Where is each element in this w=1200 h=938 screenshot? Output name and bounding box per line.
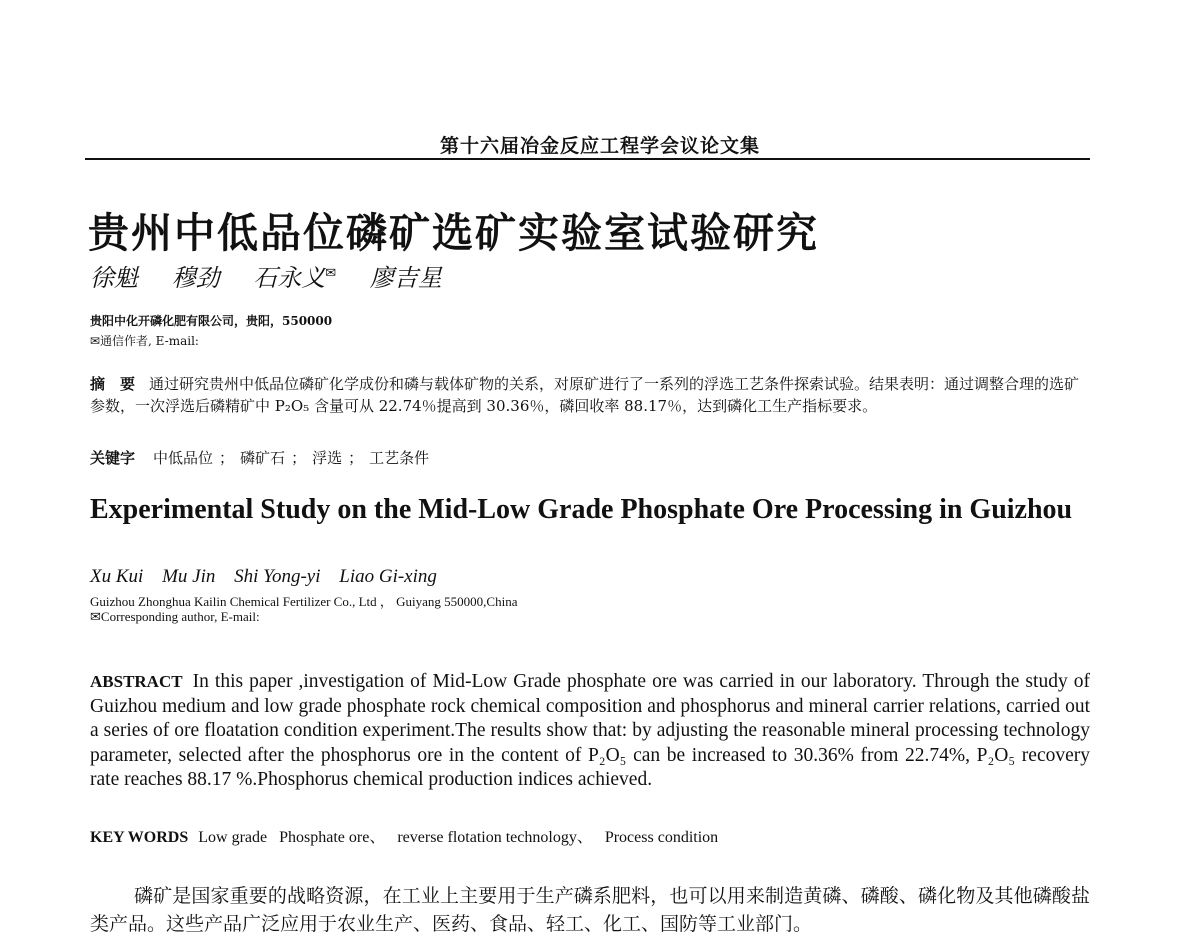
- keyword-cn-4: 工艺条件: [369, 449, 430, 467]
- author-en-1: Xu Kui: [90, 566, 144, 587]
- keyword-en-3: reverse flotation technology、: [397, 829, 593, 846]
- body-paragraph-1: 磷矿是国家重要的战略资源，在工业上主要用于生产磷系肥料，也可以用来制造黄磷、磷酸、磷化物及其他磷酸盐类产品。这些产品广泛应用于农业生产、医药、食品、轻工、化工、国防等工业部门。: [90, 885, 1090, 935]
- authors-english: [90, 566, 451, 588]
- author-cn-3-name: 石永义: [253, 264, 326, 292]
- author-cn-1: 徐魁: [90, 264, 138, 292]
- abstract-text-english: In this paper ,investigation of Mid-Low Grade phosphate ore was carried in our laboratory. Through the study of Guizhou medium and low grade phosphate rock chemical composition and phosphorus and mineral carrier relations, carried out a series of ore floatation condition experiment.The results show that: by adjusting the reasonable mineral processing technology parameter, selected after the phosphorus ore in the content of P₂O₅ can be increased to 30.36% from 22.74%, P₂O₅ recovery rate reaches 88.17 %.Phosphorus chemical production indices achieved.: [90, 671, 1090, 790]
- keyword-en-1: Low grade: [198, 829, 268, 846]
- abstract-label-english: ABSTRACT: [90, 672, 183, 691]
- author-en-2: Mu Jin: [162, 566, 216, 587]
- affiliation-english: Guizhou Zhonghua Kailin Chemical Fertilizer Co., Ltd ， Guiyang 550000,China: [90, 594, 518, 609]
- envelope-icon: ✉: [325, 266, 337, 281]
- keyword-separator: ；: [219, 449, 235, 467]
- header-rule: [85, 158, 1090, 160]
- keywords-english: [90, 824, 730, 847]
- title-chinese: 贵州中低品位磷矿选矿实验室试验研究: [88, 209, 819, 257]
- keywords-chinese: [90, 447, 429, 469]
- keyword-separator: ；: [291, 449, 307, 467]
- keyword-cn-1: 中低品位: [153, 449, 214, 467]
- keyword-en-4: Process condition: [604, 829, 719, 846]
- author-cn-2: 穆劲: [171, 264, 220, 292]
- keywords-label-english: KEY WORDS: [90, 829, 189, 846]
- keyword-cn-2: 磷矿石: [240, 449, 286, 467]
- abstract-text-chinese: 通过研究贵州中低品位磷矿化学成份和磷与载体矿物的关系，对原矿进行了一系列的浮选工艺条件探索试验。结果表明：通过调整合理的选矿参数，一次浮选后磷精矿中 P₂O₅ 含量可从 22.74％提高到 30.36％，磷回收率 88.17％，达到磷化工生产指标要求。: [90, 375, 1080, 415]
- keywords-label-chinese: 关键字: [90, 449, 136, 467]
- running-head: 第十六届冶金反应工程学会议论文集: [439, 135, 760, 157]
- authors-chinese: [90, 258, 464, 293]
- keyword-separator: ；: [348, 449, 364, 467]
- corresponding-note-chinese: ✉通信作者, E-mail:: [90, 334, 199, 348]
- title-english: Experimental Study on the Mid-Low Grade Phosphate Ore Processing in Guizhou: [90, 494, 1073, 525]
- author-cn-4: 廖吉星: [369, 264, 442, 292]
- author-en-4: Liao Gi-xing: [339, 566, 437, 587]
- abstract-label-chinese: 摘 要: [90, 375, 136, 393]
- abstract-english: [90, 670, 1090, 793]
- author-en-3: Shi Yong-yi: [234, 566, 321, 587]
- corresponding-note-english: ✉Corresponding author, E-mail:: [90, 609, 260, 624]
- keyword-en-2: Phosphate ore、: [279, 829, 386, 846]
- keyword-cn-3: 浮选: [312, 449, 343, 467]
- abstract-chinese: [90, 373, 1088, 417]
- affiliation-chinese: 贵阳中化开磷化肥有限公司，贵阳，550000: [90, 314, 333, 328]
- author-cn-3: [253, 264, 336, 292]
